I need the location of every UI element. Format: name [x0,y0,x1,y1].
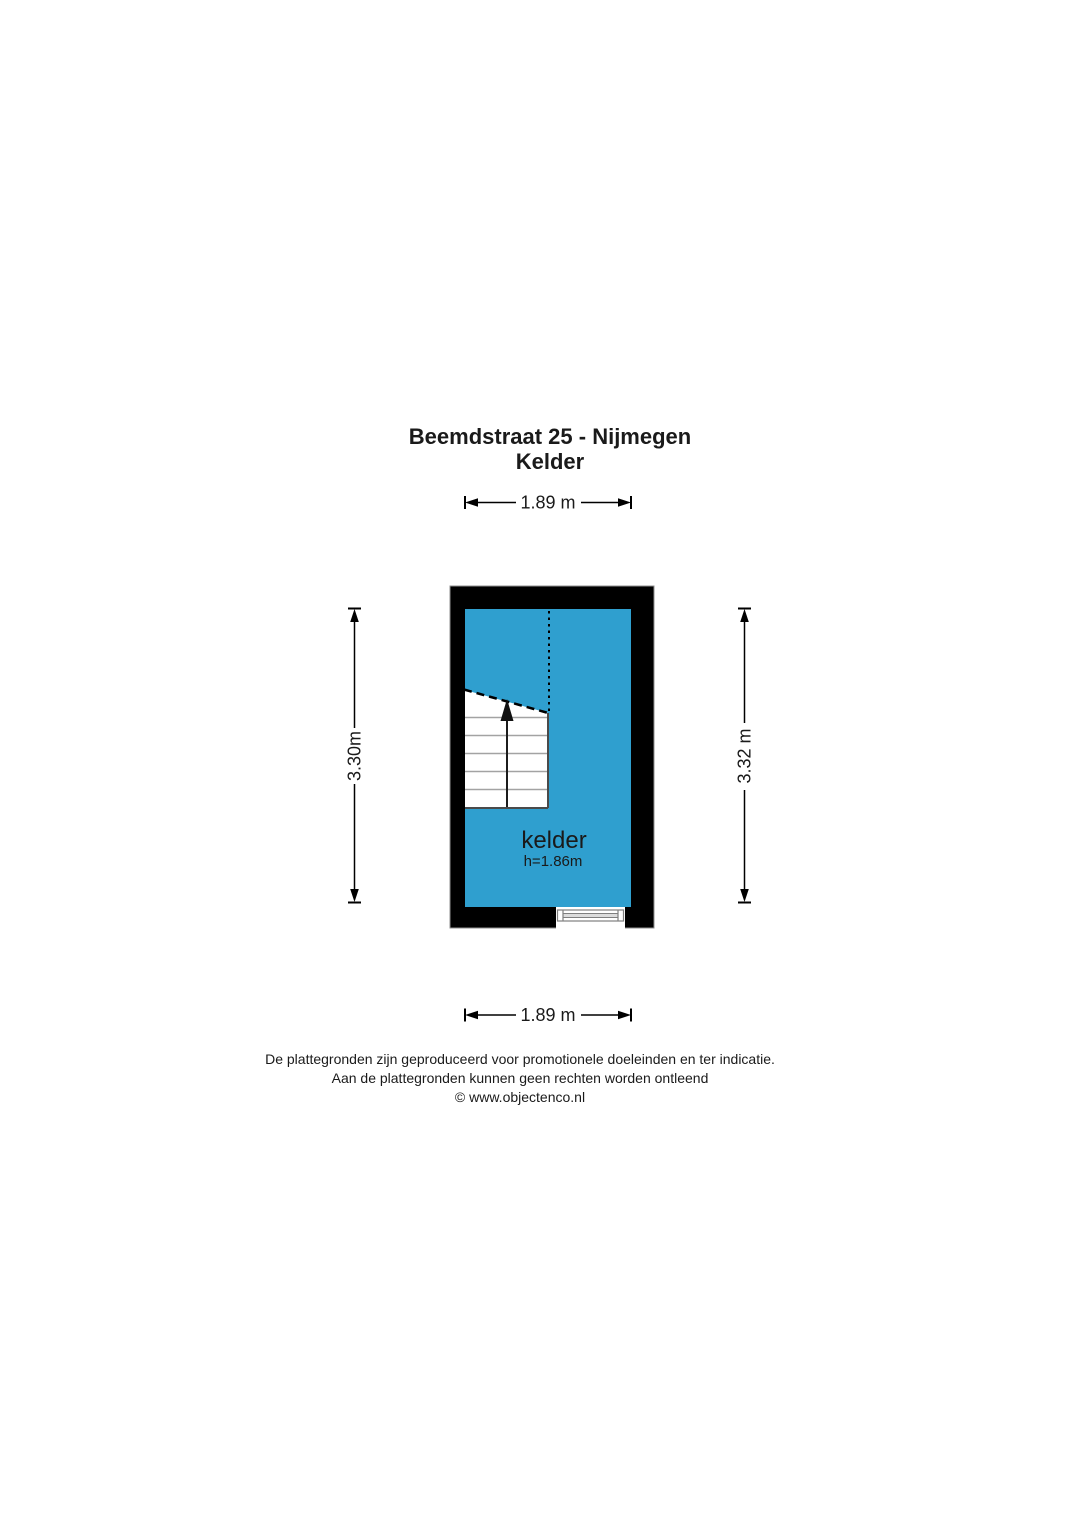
disclaimer-line-2: Aan de plattegronden kunnen geen rechten worden ontleend [331,1070,709,1086]
disclaimer-line-1: De plattegronden zijn geproduceerd voor promotionele doeleinden en ter indicatie. [265,1051,775,1067]
dimension-arrow-right-icon [618,498,631,507]
dimension-left [340,600,370,912]
room-height-label: h=1.86m [523,853,583,870]
dimension-arrow-left-icon [465,498,478,507]
dimension-arrow-down-icon [350,889,359,902]
dimension-bottom [450,1003,650,1029]
dimension-arrow-down-icon [740,889,749,902]
room-label: kelder [521,827,587,854]
dimension-right-label: 3.32 m [734,728,755,784]
dimension-right [730,600,760,912]
dimension-arrow-up-icon [350,609,359,622]
title-address: Beemdstraat 25 - Nijmegen [408,424,692,449]
floorplan [438,578,664,936]
dimension-top [450,490,650,516]
dimension-arrow-left-icon [465,1011,478,1020]
page-title [409,424,691,474]
dimension-top-label: 1.89 m [520,492,576,513]
dimension-arrow-up-icon [740,609,749,622]
title-floor: Kelder [515,449,585,474]
dimension-left-label: 3.30m [344,730,365,782]
window-glazing [563,914,618,918]
dimension-bottom-label: 1.89 m [520,1005,576,1025]
copyright-line: © www.objectenco.nl [454,1089,586,1105]
footer-disclaimer [265,1050,775,1107]
dimension-arrow-right-icon [618,1011,631,1020]
